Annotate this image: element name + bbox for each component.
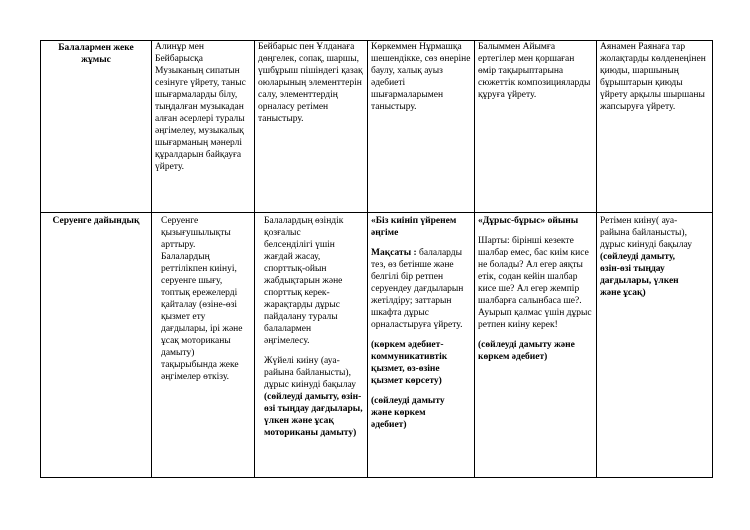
row-header-walk-preparation: Серуенге дайындық	[41, 213, 152, 478]
walk-prep-cell-5: Ретімен киіну( ауа- райына байланысты), дұрыс киінуді бақылау (сөйлеуді дамыту, өзін-өзі тыңдау дағдылары, үлкен және ұсақ)	[597, 213, 713, 478]
walk-prep-cell-2: Балалардың өзіндік қозғалыс белсенділігі үшін жағдай жасау, спорттық-ойын жабдықтарын және спорттық керек- жарақтарды дұрыс пайдалану туралы балалармен әңгімелесу. Жүйелі киіну (ауа- райына байланысты), дұрыс киінуді бақылау (сөйлеуді дамыту, өзін- өзі тыңдау дағдылары, үлкен және ұсақ моториканы дамыту)	[255, 213, 368, 478]
individual-work-cell-4: Балыммен Айымға ертегілер мен қоршаған өмір тақырыптарына сюжеттік композицияларды құруға үйрету.	[475, 41, 597, 213]
row-header-individual-work: Балалармен жеке жұмыс	[41, 41, 152, 213]
walk-prep-cell-1: Серуенге қызығушылықты арттыру. Балалардың реттілікпен киінуі, серуенге шығу, топтық ережелерді қайталау (өзіне-өзі қызмет ету дағдылары, ірі және ұсақ моториканы дамыту) тақырыбында жеке әңгімелер өткізу.	[152, 213, 255, 478]
individual-work-cell-2: Бейбарыс пен Ұлданаға дөңгелек, сопақ, шаршы, үшбұрыш пішіндегі қазақ оюларының элементтерін салу, элементтердің орналасу ретімен таныстыру.	[255, 41, 368, 213]
individual-work-cell-1: Алинұр мен Бейбарысқа Музыканың сипатын сезінуге үйрету, таныс шығармаларды білу, тыңдалған музыкадан алған әсерлері туралы әңгімелеу, музыкалық шығарманың мәнерлі құралдарын байқауға үйрету.	[152, 41, 255, 213]
plan-table	[40, 40, 713, 478]
walk-prep-cell-3: «Біз киініп үйренем әңгіме Мақсаты : балаларды тез, өз бетінше және белгілі бір ретпен серуендеу дағдыларын жетілдіру; заттарын шкафта дұрыс орналастыруға үйрету. (көркем әдебиет- коммуникативтік қызмет, өз-өзіне қызмет көрсету) (сөйлеуді дамыту және көркем әдебиет)	[368, 213, 475, 478]
table-row-individual-work	[41, 41, 713, 213]
table-row-walk-preparation	[41, 213, 713, 478]
individual-work-cell-3: Көркеммен Нұрмашқа шешендікке, сөз өнеріне баулу, халық ауыз әдебиеті шығармаларымен таныстыру.	[368, 41, 475, 213]
individual-work-cell-5: Аянамен Раянаға тар жолақтарды көлденеңінен қиюды, шаршының бұрыштарын қиюды үйрету арқылы шыршаны жапсыруға үйрету.	[597, 41, 713, 213]
walk-prep-cell-4: «Дұрыс-бұрыс» ойыны Шарты: бірінші кезекте шалбар емес, бас киім кисе не болады? Ал егер аяқты етік, содан кейін шалбар кисе ше? Ал егер жемпір шалбарға салынбаса ше?. Ауырып қалмас үшін дұрыс ретпен киіну керек! (сөйлеуді дамыту және көркем әдебиет)	[475, 213, 597, 478]
